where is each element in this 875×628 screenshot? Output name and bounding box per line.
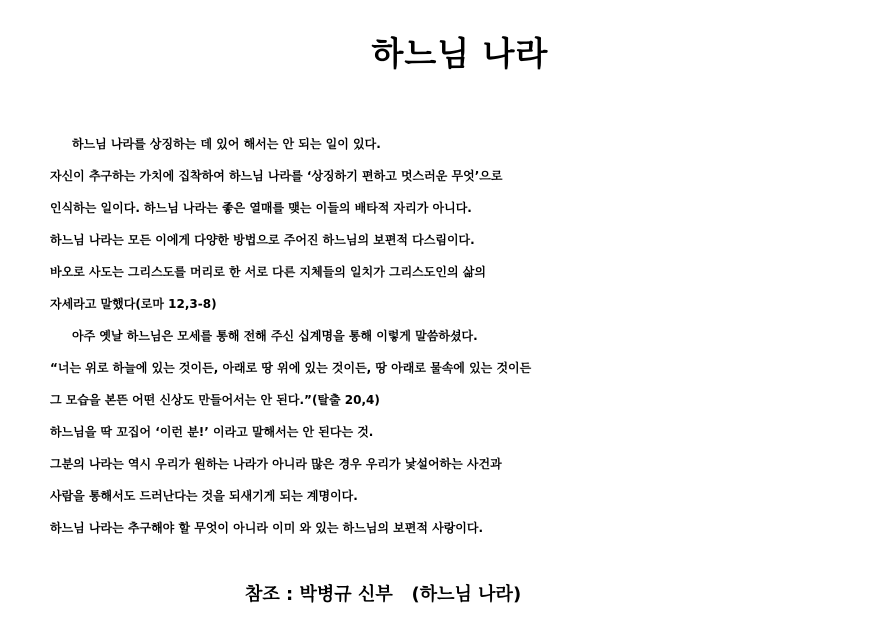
- body-line: 그분의 나라는 역시 우리가 원하는 나라가 아니라 많은 경우 우리가 낯설어하는 사건과: [50, 457, 502, 471]
- reference-note: 참조 : 박병규 신부 (하느님 나라): [245, 584, 522, 605]
- body-line: 자신이 추구하는 가치에 집착하여 하느님 나라를 ‘상징하기 편하고 멋스러운 무엇’으로: [50, 169, 503, 183]
- document-title: 하느님 나라: [371, 34, 549, 73]
- body-line: 인식하는 일이다. 하느님 나라는 좋은 열매를 맺는 이들의 배타적 자리가 아니다.: [50, 201, 472, 215]
- body-line: 하느님 나라를 상징하는 데 있어 해서는 안 되는 일이 있다.: [72, 137, 381, 151]
- body-line: 아주 옛날 하느님은 모세를 통해 전해 주신 십계명을 통해 이렇게 말씀하셨다.: [72, 329, 478, 343]
- body-line: 하느님을 딱 꼬집어 ‘이런 분!’ 이라고 말해서는 안 된다는 것.: [50, 425, 374, 439]
- body-line: “너는 위로 하늘에 있는 것이든, 아래로 땅 위에 있는 것이든, 땅 아래로 물속에 있는 것이든: [50, 361, 532, 375]
- body-line: 하느님 나라는 추구해야 할 무엇이 아니라 이미 와 있는 하느님의 보편적 사랑이다.: [50, 521, 484, 535]
- body-line: 바오로 사도는 그리스도를 머리로 한 서로 다른 지체들의 일치가 그리스도인의 삶의: [50, 265, 486, 279]
- body-line: 사람을 통해서도 드러난다는 것을 되새기게 되는 계명이다.: [50, 489, 358, 503]
- body-line: 그 모습을 본뜬 어떤 신상도 만들어서는 안 된다.”(탈출 20,4): [50, 393, 380, 407]
- body-line: 자세라고 말했다(로마 12,3-8): [50, 297, 217, 311]
- document-body: [50, 128, 870, 544]
- body-line: 하느님 나라는 모든 이에게 다양한 방법으로 주어진 하느님의 보편적 다스림이다.: [50, 233, 475, 247]
